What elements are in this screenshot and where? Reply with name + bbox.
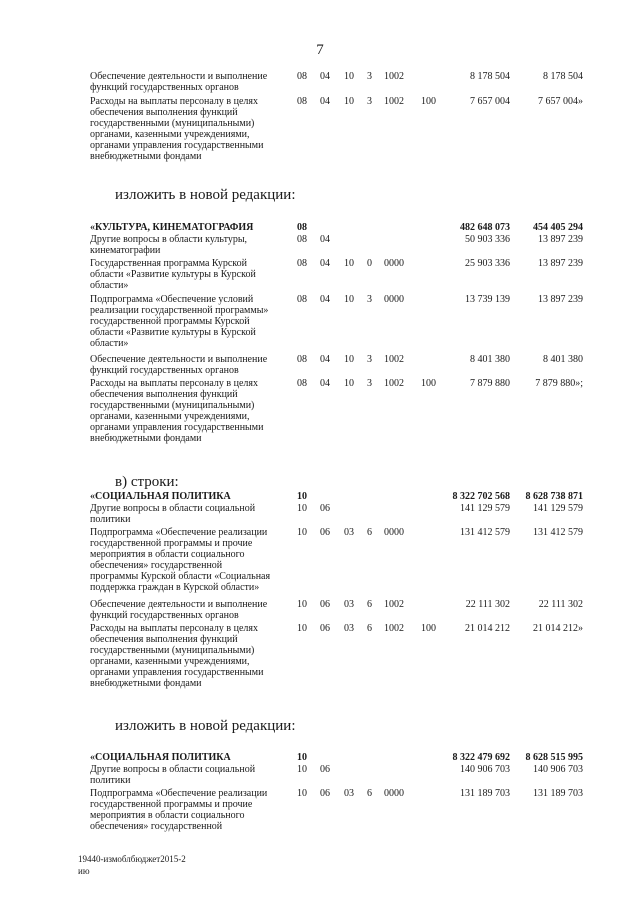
sum-year-2: 131 412 579 (533, 527, 583, 538)
program-code: 10 (344, 96, 354, 107)
section-heading-lines: в) строки: (115, 474, 179, 490)
direction-code: 1002 (384, 71, 404, 82)
sum-year-1: 7 879 880 (470, 378, 510, 389)
razdel-code: 08 (297, 222, 307, 233)
program-code: 10 (344, 258, 354, 269)
row-name: «СОЦИАЛЬНАЯ ПОЛИТИКА (90, 491, 231, 502)
podrazdel-code: 06 (320, 764, 330, 775)
sum-year-1: 131 412 579 (460, 527, 510, 538)
razdel-code: 10 (297, 503, 307, 514)
table-row (0, 234, 640, 258)
razdel-code: 10 (297, 491, 307, 502)
podrazdel-code: 04 (320, 294, 330, 305)
program-code: 10 (344, 294, 354, 305)
program-code: 10 (344, 71, 354, 82)
table-row (0, 788, 640, 848)
sum-year-2: 13 897 239 (538, 294, 583, 305)
page-number: 7 (316, 42, 324, 58)
row-name: Другие вопросы в области культуры, кинематографии (90, 234, 248, 256)
table-row (0, 378, 640, 455)
table-row (0, 294, 640, 354)
row-name: Обеспечение деятельности и выполнение функций государственных органов (90, 354, 268, 376)
row-name: Подпрограмма «Обеспечение реализации государственной программы и прочие мероприятия в области социального обеспечения» государственной программы Курской области «Социальная поддержка граждан в Курской области» (90, 527, 271, 593)
program-code: 03 (344, 788, 354, 799)
table-row (0, 599, 640, 623)
razdel-code: 08 (297, 96, 307, 107)
razdel-code: 08 (297, 71, 307, 82)
expense-type-code: 100 (421, 623, 436, 634)
podrazdel-code: 04 (320, 258, 330, 269)
subprogram-code: 6 (367, 599, 372, 610)
podrazdel-code: 06 (320, 527, 330, 538)
podrazdel-code: 04 (320, 71, 330, 82)
sum-year-2: 140 906 703 (533, 764, 583, 775)
sum-year-2: 7 657 004» (538, 96, 583, 107)
razdel-code: 08 (297, 258, 307, 269)
section-heading-new-edition-2: изложить в новой редакции: (115, 718, 296, 734)
sum-year-1: 8 322 702 568 (452, 491, 510, 502)
table-block-new-social (0, 752, 640, 848)
sum-year-2: 8 178 504 (543, 71, 583, 82)
row-name: Подпрограмма «Обеспечение условий реализации государственной программы» государственной программы Курской области «Развитие культуры в Курской области» (90, 294, 269, 349)
direction-code: 1002 (384, 623, 404, 634)
direction-code: 1002 (384, 599, 404, 610)
sum-year-1: 482 648 073 (460, 222, 510, 233)
direction-code: 0000 (384, 294, 404, 305)
row-name: Обеспечение деятельности и выполнение функций государственных органов (90, 599, 268, 621)
sum-year-2: 13 897 239 (538, 234, 583, 245)
table-row (0, 503, 640, 527)
razdel-code: 10 (297, 599, 307, 610)
program-code: 03 (344, 599, 354, 610)
razdel-code: 08 (297, 234, 307, 245)
sum-year-2: 454 405 294 (533, 222, 583, 233)
sum-year-1: 141 129 579 (460, 503, 510, 514)
razdel-code: 10 (297, 764, 307, 775)
row-name: Подпрограмма «Обеспечение реализации государственной программы и прочие мероприятия в области социального обеспечения» государственной (90, 788, 268, 832)
razdel-code: 10 (297, 752, 307, 763)
sum-year-2: 8 401 380 (543, 354, 583, 365)
subprogram-code: 3 (367, 71, 372, 82)
table-row (0, 491, 640, 503)
sum-year-1: 8 322 479 692 (452, 752, 510, 763)
table-row (0, 527, 640, 599)
subprogram-code: 6 (367, 527, 372, 538)
table-block-new-culture (0, 222, 640, 455)
sum-year-1: 8 178 504 (470, 71, 510, 82)
sum-year-2: 131 189 703 (533, 788, 583, 799)
expense-type-code: 100 (421, 378, 436, 389)
subprogram-code: 0 (367, 258, 372, 269)
sum-year-2: 141 129 579 (533, 503, 583, 514)
table-row (0, 258, 640, 294)
razdel-code: 08 (297, 354, 307, 365)
podrazdel-code: 06 (320, 599, 330, 610)
direction-code: 1002 (384, 378, 404, 389)
table-row (0, 764, 640, 788)
row-name: Расходы на выплаты персоналу в целях обеспечения выполнения функций государственными (муниципальными) органами, казенными учреждениями, органами управления государственными внебюджетными фондами (90, 96, 264, 162)
razdel-code: 08 (297, 294, 307, 305)
razdel-code: 10 (297, 623, 307, 634)
program-code: 10 (344, 354, 354, 365)
subprogram-code: 3 (367, 378, 372, 389)
row-name: Государственная программа Курской области «Развитие культуры в Курской области» (90, 258, 256, 291)
direction-code: 0000 (384, 258, 404, 269)
table-block-old-culture (0, 71, 640, 173)
sum-year-1: 21 014 212 (465, 623, 510, 634)
razdel-code: 10 (297, 527, 307, 538)
sum-year-2: 8 628 515 995 (525, 752, 583, 763)
subprogram-code: 6 (367, 788, 372, 799)
podrazdel-code: 04 (320, 96, 330, 107)
subprogram-code: 3 (367, 294, 372, 305)
podrazdel-code: 04 (320, 234, 330, 245)
podrazdel-code: 04 (320, 378, 330, 389)
row-name: «КУЛЬТУРА, КИНЕМАТОГРАФИЯ (90, 222, 254, 233)
sum-year-1: 140 906 703 (460, 764, 510, 775)
table-row (0, 96, 640, 173)
row-name: Расходы на выплаты персоналу в целях обеспечения выполнения функций государственными (муниципальными) органами, казенными учреждениями, органами управления государственными внебюджетными фондами (90, 378, 264, 444)
razdel-code: 08 (297, 378, 307, 389)
subprogram-code: 6 (367, 623, 372, 634)
podrazdel-code: 06 (320, 623, 330, 634)
table-row (0, 623, 640, 695)
row-name: Расходы на выплаты персоналу в целях обеспечения выполнения функций государственными (муниципальными) органами, казенными учреждениями, органами управления государственными внебюджетными фондами (90, 623, 264, 689)
sum-year-1: 8 401 380 (470, 354, 510, 365)
sum-year-1: 25 903 336 (465, 258, 510, 269)
podrazdel-code: 06 (320, 503, 330, 514)
table-row (0, 71, 640, 96)
sum-year-1: 13 739 139 (465, 294, 510, 305)
row-name: Другие вопросы в области социальной политики (90, 764, 256, 786)
direction-code: 1002 (384, 354, 404, 365)
document-footer: 19440-измоблбюджет2015-2 ию (78, 854, 186, 876)
razdel-code: 10 (297, 788, 307, 799)
expense-type-code: 100 (421, 96, 436, 107)
table-row (0, 752, 640, 764)
table-row (0, 354, 640, 378)
program-code: 03 (344, 623, 354, 634)
sum-year-2: 8 628 738 871 (525, 491, 583, 502)
program-code: 10 (344, 378, 354, 389)
podrazdel-code: 04 (320, 354, 330, 365)
table-row (0, 222, 640, 234)
sum-year-2: 22 111 302 (538, 599, 583, 610)
podrazdel-code: 06 (320, 788, 330, 799)
row-name: Другие вопросы в области социальной политики (90, 503, 256, 525)
subprogram-code: 3 (367, 354, 372, 365)
program-code: 03 (344, 527, 354, 538)
sum-year-1: 7 657 004 (470, 96, 510, 107)
row-name: Обеспечение деятельности и выполнение функций государственных органов (90, 71, 268, 93)
subprogram-code: 3 (367, 96, 372, 107)
sum-year-2: 13 897 239 (538, 258, 583, 269)
sum-year-1: 131 189 703 (460, 788, 510, 799)
sum-year-1: 22 111 302 (465, 599, 510, 610)
sum-year-1: 50 903 336 (465, 234, 510, 245)
sum-year-2: 7 879 880»; (535, 378, 583, 389)
section-heading-new-edition-1: изложить в новой редакции: (115, 187, 296, 203)
table-block-old-social (0, 491, 640, 695)
direction-code: 0000 (384, 527, 404, 538)
direction-code: 0000 (384, 788, 404, 799)
direction-code: 1002 (384, 96, 404, 107)
row-name: «СОЦИАЛЬНАЯ ПОЛИТИКА (90, 752, 231, 763)
sum-year-2: 21 014 212» (533, 623, 583, 634)
